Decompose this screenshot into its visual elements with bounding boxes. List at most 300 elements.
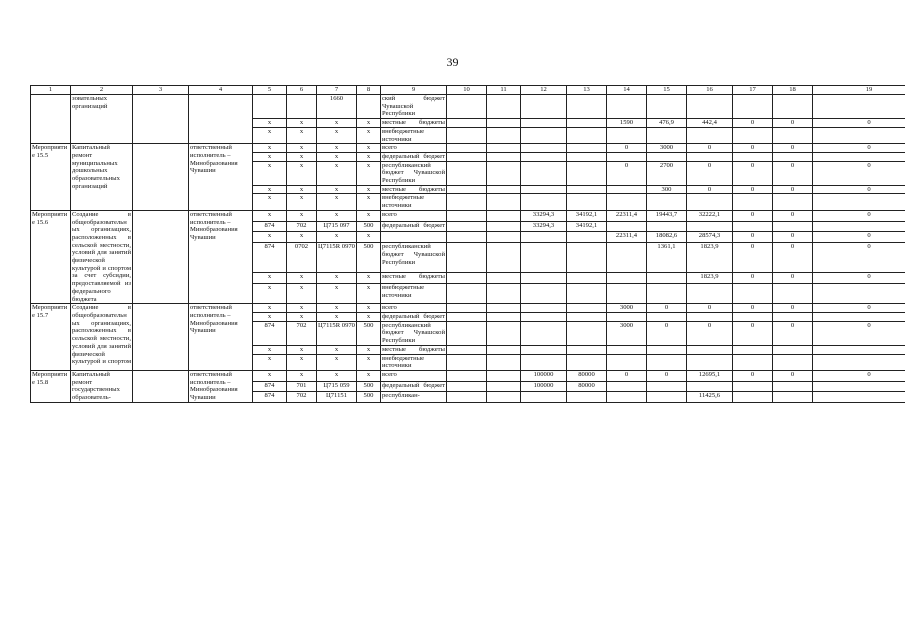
amount-cell bbox=[773, 283, 813, 303]
table-cell: х bbox=[357, 144, 381, 153]
amount-cell: 0 bbox=[733, 273, 773, 284]
executor: ответственный исполнитель – Минобразования Чувашии bbox=[189, 210, 253, 303]
table-cell: Ц715 059 bbox=[317, 381, 357, 392]
table-cell bbox=[447, 243, 487, 273]
amount-cell: 0 bbox=[773, 273, 813, 284]
table-cell: х bbox=[317, 370, 357, 381]
amount-cell bbox=[773, 392, 813, 403]
amount-cell bbox=[733, 392, 773, 403]
table-cell: х bbox=[317, 119, 357, 128]
amount-cell: 0 bbox=[773, 304, 813, 313]
amount-cell: 28574,3 bbox=[687, 232, 733, 243]
amount-cell: 0 bbox=[733, 232, 773, 243]
amount-cell bbox=[647, 312, 687, 321]
table-cell bbox=[447, 381, 487, 392]
amount-cell bbox=[813, 312, 905, 321]
amount-cell bbox=[647, 381, 687, 392]
amount-cell bbox=[567, 243, 607, 273]
amount-cell: 0 bbox=[773, 210, 813, 221]
amount-cell bbox=[813, 283, 905, 303]
column-header: 11 bbox=[487, 86, 521, 95]
funding-source: всего bbox=[381, 210, 447, 221]
amount-cell bbox=[567, 127, 607, 143]
amount-cell bbox=[813, 194, 905, 210]
column-header: 6 bbox=[287, 86, 317, 95]
table-cell: х bbox=[317, 345, 357, 354]
table-cell: х bbox=[317, 161, 357, 185]
amount-cell: 0 bbox=[773, 161, 813, 185]
amount-cell bbox=[521, 119, 567, 128]
amount-cell bbox=[567, 321, 607, 345]
table-cell bbox=[447, 221, 487, 232]
table-row bbox=[31, 370, 905, 381]
amount-cell bbox=[521, 304, 567, 313]
amount-cell: 0 bbox=[733, 161, 773, 185]
amount-cell bbox=[813, 345, 905, 354]
table-cell bbox=[133, 370, 189, 402]
table-cell bbox=[133, 95, 189, 144]
table-cell: х bbox=[287, 152, 317, 161]
amount-cell: 0 bbox=[607, 161, 647, 185]
amount-cell bbox=[567, 345, 607, 354]
table-cell: х bbox=[253, 283, 287, 303]
table-cell: 1660 bbox=[317, 95, 357, 119]
amount-cell: 1361,1 bbox=[647, 243, 687, 273]
amount-cell bbox=[647, 127, 687, 143]
amount-cell: 0 bbox=[733, 243, 773, 273]
table-cell: 874 bbox=[253, 321, 287, 345]
amount-cell: 0 bbox=[687, 144, 733, 153]
amount-cell: 0 bbox=[647, 370, 687, 381]
amount-cell: 0 bbox=[687, 185, 733, 194]
amount-cell bbox=[733, 345, 773, 354]
column-header: 4 bbox=[189, 86, 253, 95]
measure-id: Мероприятие 15.5 bbox=[31, 144, 71, 211]
table-cell bbox=[133, 304, 189, 371]
table-cell bbox=[487, 273, 521, 284]
amount-cell: 0 bbox=[733, 185, 773, 194]
amount-cell bbox=[733, 127, 773, 143]
table-cell bbox=[447, 354, 487, 370]
table-cell bbox=[487, 161, 521, 185]
amount-cell: 0 bbox=[813, 119, 905, 128]
table-cell: х bbox=[253, 273, 287, 284]
table-cell bbox=[447, 152, 487, 161]
measure-name: Капитальный ремонт муниципальных дошкольных образовательных организаций bbox=[71, 144, 133, 211]
table-cell: 500 bbox=[357, 243, 381, 273]
amount-cell bbox=[521, 95, 567, 119]
amount-cell: 0 bbox=[773, 185, 813, 194]
amount-cell: 2700 bbox=[647, 161, 687, 185]
amount-cell: 476,9 bbox=[647, 119, 687, 128]
table-cell: х bbox=[317, 194, 357, 210]
table-cell bbox=[487, 283, 521, 303]
table-cell: х bbox=[253, 312, 287, 321]
amount-cell bbox=[567, 95, 607, 119]
amount-cell: 12695,1 bbox=[687, 370, 733, 381]
column-header: 7 bbox=[317, 86, 357, 95]
table-cell bbox=[447, 194, 487, 210]
amount-cell bbox=[567, 161, 607, 185]
amount-cell bbox=[647, 273, 687, 284]
table-cell: х bbox=[253, 185, 287, 194]
amount-cell: 0 bbox=[733, 370, 773, 381]
table-cell: 702 bbox=[287, 321, 317, 345]
table-cell: х bbox=[287, 194, 317, 210]
amount-cell: 0 bbox=[647, 304, 687, 313]
amount-cell bbox=[733, 283, 773, 303]
table-cell: Ц71151 bbox=[317, 392, 357, 403]
amount-cell bbox=[687, 194, 733, 210]
amount-cell bbox=[813, 381, 905, 392]
column-header: 18 bbox=[773, 86, 813, 95]
amount-cell bbox=[567, 283, 607, 303]
amount-cell: 1823,9 bbox=[687, 243, 733, 273]
amount-cell: 3000 bbox=[647, 144, 687, 153]
table-cell: 702 bbox=[287, 392, 317, 403]
table-row bbox=[31, 210, 905, 221]
table-cell: х bbox=[287, 144, 317, 153]
table-cell bbox=[487, 194, 521, 210]
amount-cell bbox=[773, 127, 813, 143]
amount-cell bbox=[521, 312, 567, 321]
table-cell: 702 bbox=[287, 221, 317, 232]
amount-cell: 34192,1 bbox=[567, 210, 607, 221]
amount-cell: 18082,6 bbox=[647, 232, 687, 243]
table-cell: х bbox=[317, 283, 357, 303]
table-cell bbox=[487, 243, 521, 273]
amount-cell: 33294,3 bbox=[521, 210, 567, 221]
amount-cell bbox=[813, 354, 905, 370]
table-cell: х bbox=[287, 370, 317, 381]
table-cell bbox=[447, 161, 487, 185]
table-cell bbox=[487, 232, 521, 243]
amount-cell: 32222,1 bbox=[687, 210, 733, 221]
table-cell: 701 bbox=[287, 381, 317, 392]
table-cell: х bbox=[287, 273, 317, 284]
column-header: 16 bbox=[687, 86, 733, 95]
column-header: 12 bbox=[521, 86, 567, 95]
amount-cell: 0 bbox=[773, 243, 813, 273]
table-cell: Ц7115R 0970 bbox=[317, 243, 357, 273]
amount-cell bbox=[521, 392, 567, 403]
table-cell bbox=[447, 392, 487, 403]
measure-name: Создание в общеобразовательных организациях, расположенных в сельской местности, условий для занятий физической культурой и спортом bbox=[71, 304, 133, 371]
amount-cell bbox=[607, 243, 647, 273]
table-cell bbox=[447, 119, 487, 128]
amount-cell bbox=[687, 312, 733, 321]
amount-cell bbox=[607, 95, 647, 119]
amount-cell: 0 bbox=[813, 321, 905, 345]
funding-source: всего bbox=[381, 304, 447, 313]
table-cell: х bbox=[253, 119, 287, 128]
amount-cell bbox=[607, 381, 647, 392]
amount-cell bbox=[687, 127, 733, 143]
table-cell: х bbox=[253, 144, 287, 153]
table-cell bbox=[447, 127, 487, 143]
table-cell: 874 bbox=[253, 221, 287, 232]
column-header: 15 bbox=[647, 86, 687, 95]
amount-cell bbox=[813, 221, 905, 232]
amount-cell bbox=[773, 381, 813, 392]
funding-source: внебюджетные источники bbox=[381, 127, 447, 143]
amount-cell: 0 bbox=[813, 243, 905, 273]
table-cell: х bbox=[317, 210, 357, 221]
table-cell: х bbox=[317, 144, 357, 153]
table-cell bbox=[487, 119, 521, 128]
table-cell bbox=[487, 152, 521, 161]
amount-cell: 0 bbox=[647, 321, 687, 345]
amount-cell: 80000 bbox=[567, 370, 607, 381]
table-cell: 874 bbox=[253, 243, 287, 273]
amount-cell bbox=[647, 221, 687, 232]
table-cell bbox=[487, 95, 521, 119]
table-cell: х bbox=[357, 304, 381, 313]
amount-cell bbox=[733, 95, 773, 119]
table-cell: х bbox=[317, 127, 357, 143]
amount-cell bbox=[687, 152, 733, 161]
amount-cell bbox=[521, 185, 567, 194]
column-header: 1 bbox=[31, 86, 71, 95]
amount-cell bbox=[773, 345, 813, 354]
amount-cell: 22311,4 bbox=[607, 210, 647, 221]
funding-source: федеральный бюджет bbox=[382, 312, 445, 320]
amount-cell: 0 bbox=[607, 370, 647, 381]
amount-cell bbox=[607, 185, 647, 194]
column-header: 2 bbox=[71, 86, 133, 95]
table-cell bbox=[447, 185, 487, 194]
table-cell bbox=[447, 95, 487, 119]
table-cell bbox=[189, 95, 253, 144]
table-cell: х bbox=[357, 370, 381, 381]
column-header: 9 bbox=[381, 86, 447, 95]
amount-cell: 0 bbox=[773, 144, 813, 153]
table-cell: х bbox=[357, 161, 381, 185]
table-cell bbox=[357, 95, 381, 119]
amount-cell bbox=[521, 321, 567, 345]
amount-cell bbox=[567, 119, 607, 128]
amount-cell bbox=[813, 127, 905, 143]
amount-cell: 0 bbox=[813, 185, 905, 194]
table-cell: х bbox=[357, 210, 381, 221]
table-cell bbox=[447, 312, 487, 321]
amount-cell bbox=[647, 194, 687, 210]
budget-table bbox=[30, 85, 905, 403]
table-cell bbox=[487, 321, 521, 345]
table-cell: х bbox=[357, 345, 381, 354]
table-cell bbox=[447, 210, 487, 221]
table-cell: х bbox=[253, 232, 287, 243]
table-cell: х bbox=[357, 185, 381, 194]
amount-cell: 1823,9 bbox=[687, 273, 733, 284]
table-cell bbox=[447, 304, 487, 313]
funding-source: всего bbox=[381, 370, 447, 381]
table-cell bbox=[133, 210, 189, 303]
measure-id: Мероприятие 15.6 bbox=[31, 210, 71, 303]
amount-cell: 0 bbox=[773, 232, 813, 243]
table-row bbox=[31, 304, 905, 313]
amount-cell bbox=[521, 127, 567, 143]
amount-cell bbox=[521, 144, 567, 153]
amount-cell bbox=[687, 345, 733, 354]
table-cell bbox=[487, 127, 521, 143]
funding-source: федеральный бюджет bbox=[382, 152, 445, 160]
table-cell: х bbox=[287, 210, 317, 221]
column-header: 8 bbox=[357, 86, 381, 95]
funding-source: внебюджетные источники bbox=[381, 283, 447, 303]
measure-name: зовательных организаций bbox=[71, 95, 133, 144]
table-cell: х bbox=[357, 312, 381, 321]
table-cell: х bbox=[287, 304, 317, 313]
amount-cell bbox=[687, 354, 733, 370]
table-cell bbox=[487, 312, 521, 321]
amount-cell: 0 bbox=[607, 144, 647, 153]
table-cell bbox=[487, 185, 521, 194]
amount-cell bbox=[773, 312, 813, 321]
amount-cell bbox=[687, 283, 733, 303]
amount-cell bbox=[687, 221, 733, 232]
table-cell: х bbox=[317, 185, 357, 194]
table-cell: х bbox=[357, 283, 381, 303]
table-cell: х bbox=[357, 119, 381, 128]
amount-cell bbox=[521, 345, 567, 354]
table-cell bbox=[487, 210, 521, 221]
amount-cell: 442,4 bbox=[687, 119, 733, 128]
table-cell: х bbox=[287, 354, 317, 370]
table-cell: х bbox=[253, 161, 287, 185]
table-cell: х bbox=[253, 152, 287, 161]
amount-cell bbox=[647, 354, 687, 370]
table-cell: х bbox=[253, 354, 287, 370]
amount-cell bbox=[687, 95, 733, 119]
amount-cell: 0 bbox=[773, 119, 813, 128]
amount-cell bbox=[607, 152, 647, 161]
measure-id: Мероприятие 15.7 bbox=[31, 304, 71, 371]
amount-cell bbox=[773, 194, 813, 210]
amount-cell bbox=[773, 152, 813, 161]
amount-cell bbox=[813, 392, 905, 403]
table-cell bbox=[447, 144, 487, 153]
funding-source: внебюджетные источники bbox=[381, 194, 447, 210]
table-row bbox=[31, 95, 905, 119]
amount-cell bbox=[607, 273, 647, 284]
executor: ответственный исполнитель – Минобразования Чувашии bbox=[189, 304, 253, 371]
amount-cell bbox=[607, 221, 647, 232]
amount-cell: 0 bbox=[813, 273, 905, 284]
amount-cell: 0 bbox=[733, 304, 773, 313]
amount-cell bbox=[773, 221, 813, 232]
executor: ответственный исполнитель – Минобразования Чувашии bbox=[189, 144, 253, 211]
table-cell: х bbox=[317, 232, 357, 243]
table-cell: х bbox=[253, 345, 287, 354]
amount-cell bbox=[607, 127, 647, 143]
table-cell: х bbox=[357, 232, 381, 243]
amount-cell: 0 bbox=[773, 321, 813, 345]
amount-cell: 0 bbox=[813, 232, 905, 243]
amount-cell bbox=[567, 304, 607, 313]
table-cell: 500 bbox=[357, 221, 381, 232]
amount-cell bbox=[521, 243, 567, 273]
table-cell bbox=[447, 273, 487, 284]
funding-source: федеральный бюджет bbox=[381, 381, 447, 392]
table-cell: х bbox=[357, 354, 381, 370]
amount-cell: 100000 bbox=[521, 381, 567, 392]
table-cell: 0702 bbox=[287, 243, 317, 273]
amount-cell bbox=[607, 345, 647, 354]
table-cell bbox=[487, 392, 521, 403]
amount-cell: 80000 bbox=[567, 381, 607, 392]
amount-cell bbox=[567, 273, 607, 284]
table-cell: х bbox=[287, 232, 317, 243]
amount-cell: 0 bbox=[687, 161, 733, 185]
funding-source: местные бюджеты bbox=[381, 273, 447, 284]
amount-cell bbox=[607, 312, 647, 321]
amount-cell: 19443,7 bbox=[647, 210, 687, 221]
table-cell: х bbox=[357, 127, 381, 143]
amount-cell bbox=[607, 194, 647, 210]
amount-cell bbox=[521, 152, 567, 161]
table-cell bbox=[447, 321, 487, 345]
table-cell bbox=[487, 381, 521, 392]
amount-cell bbox=[567, 144, 607, 153]
amount-cell: 34192,1 bbox=[567, 221, 607, 232]
table-cell: х bbox=[317, 304, 357, 313]
table-cell: х bbox=[253, 127, 287, 143]
amount-cell bbox=[567, 232, 607, 243]
table-cell: 874 bbox=[253, 392, 287, 403]
column-header: 17 bbox=[733, 86, 773, 95]
measure-name: Создание в общеобразовательных организациях, расположенных в сельской местности, условий для занятий физической культурой и спортом за счет субсидии, предоставляемой из федерального бюджета bbox=[72, 210, 131, 303]
amount-cell bbox=[647, 283, 687, 303]
table-cell: Ц715 097 bbox=[317, 221, 357, 232]
table-cell: х bbox=[357, 273, 381, 284]
funding-source: местные бюджеты bbox=[382, 185, 445, 193]
funding-source: республиканский бюджет Чувашской Республики bbox=[382, 321, 445, 345]
amount-cell: 0 bbox=[687, 321, 733, 345]
amount-cell bbox=[733, 152, 773, 161]
table-cell bbox=[487, 370, 521, 381]
amount-cell bbox=[773, 95, 813, 119]
amount-cell: 1590 bbox=[607, 119, 647, 128]
table-cell: х bbox=[287, 185, 317, 194]
column-header: 14 bbox=[607, 86, 647, 95]
table-cell: х bbox=[287, 345, 317, 354]
table-cell bbox=[487, 345, 521, 354]
table-cell: х bbox=[253, 210, 287, 221]
table-cell: х bbox=[287, 119, 317, 128]
amount-cell bbox=[521, 194, 567, 210]
funding-source: ский бюджет Чувашской Республики bbox=[382, 95, 445, 118]
table-cell: Ц7115R 0970 bbox=[317, 321, 357, 345]
amount-cell bbox=[733, 354, 773, 370]
table-cell bbox=[31, 95, 71, 144]
page-number: 39 bbox=[446, 55, 459, 69]
table-cell: х bbox=[317, 312, 357, 321]
table-cell: х bbox=[357, 194, 381, 210]
table-cell: х bbox=[253, 194, 287, 210]
table-cell: х bbox=[317, 354, 357, 370]
amount-cell: 0 bbox=[813, 161, 905, 185]
table-cell: 500 bbox=[357, 392, 381, 403]
amount-cell: 0 bbox=[733, 119, 773, 128]
amount-cell bbox=[647, 152, 687, 161]
amount-cell bbox=[687, 381, 733, 392]
amount-cell bbox=[521, 283, 567, 303]
column-header: 3 bbox=[133, 86, 189, 95]
table-cell: х bbox=[287, 283, 317, 303]
amount-cell: 3000 bbox=[607, 321, 647, 345]
table-cell: х bbox=[317, 273, 357, 284]
